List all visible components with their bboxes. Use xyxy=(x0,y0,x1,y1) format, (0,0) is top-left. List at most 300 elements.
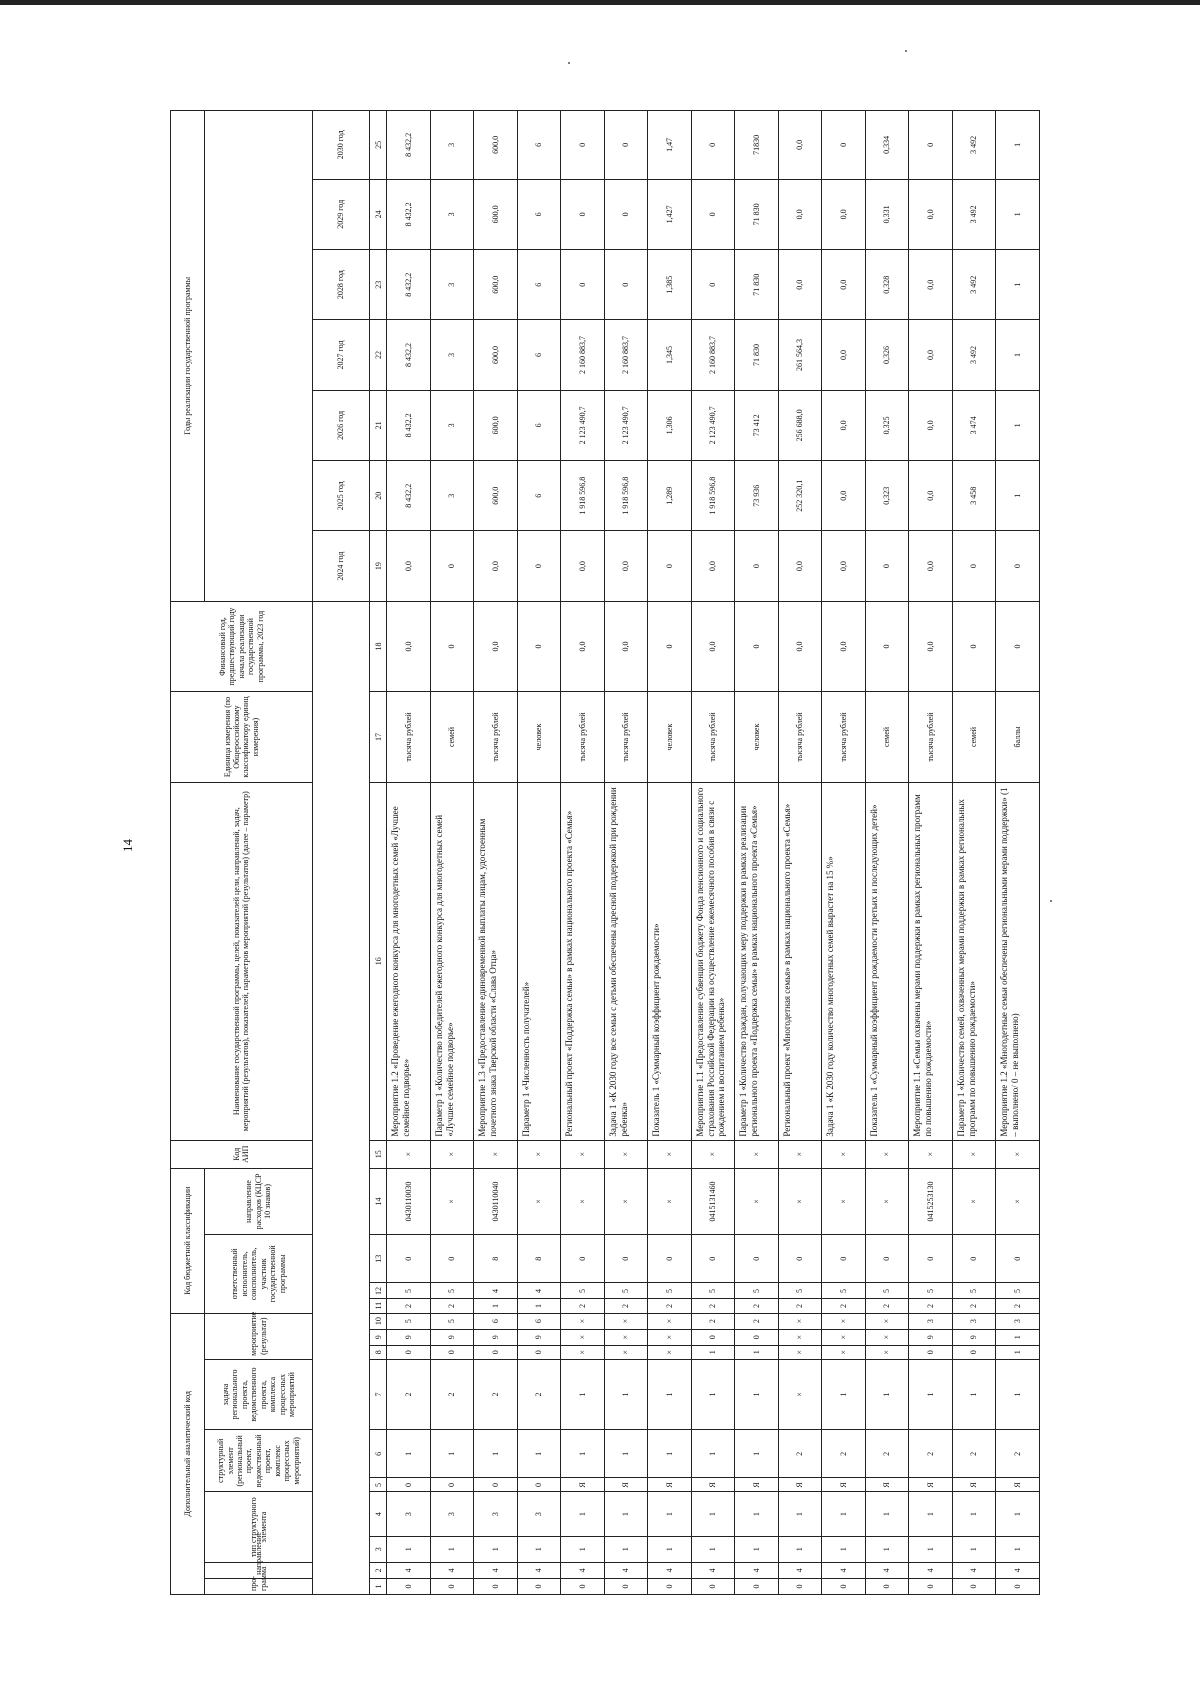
column-number: 17 xyxy=(370,692,387,782)
code-cell: 0 xyxy=(691,1578,735,1594)
code-cell: 1 xyxy=(996,1359,1040,1429)
unit-cell: человек xyxy=(517,692,561,782)
code-cell: × xyxy=(648,1345,692,1359)
item-name-cell: Показатель 1 «Суммарный коэффициент рождаемости» xyxy=(648,782,692,1140)
code-cell: 1 xyxy=(691,1492,735,1536)
code-cell: 4 xyxy=(865,1562,909,1578)
code-cell: 0430110030 xyxy=(387,1168,431,1234)
code-cell: Я xyxy=(691,1478,735,1492)
value-cell: 6 xyxy=(517,250,561,320)
code-cell: 2 xyxy=(691,1299,735,1313)
code-cell: 5 xyxy=(735,1283,779,1299)
value-cell: 0,0 xyxy=(822,179,866,249)
code-cell: 2 xyxy=(387,1299,431,1313)
code-cell: 1 xyxy=(865,1536,909,1562)
value-cell: 0,0 xyxy=(778,531,822,601)
value-cell: 0,0 xyxy=(474,531,518,601)
value-cell: 600,0 xyxy=(474,461,518,531)
code-cell: × xyxy=(778,1168,822,1234)
table-row xyxy=(430,111,474,1595)
value-cell: 71830 xyxy=(735,111,779,180)
code-cell: 1 xyxy=(604,1536,648,1562)
code-cell: 1 xyxy=(561,1536,605,1562)
value-cell: 2 160 883,7 xyxy=(691,320,735,390)
value-cell: 0,0 xyxy=(909,601,953,691)
code-cell: × xyxy=(648,1313,692,1329)
code-cell: 3 xyxy=(387,1492,431,1536)
code-cell: × xyxy=(778,1359,822,1429)
code-cell: 0 xyxy=(909,1578,953,1594)
value-cell: 3 xyxy=(430,390,474,460)
code-cell: 2 xyxy=(865,1299,909,1313)
code-cell: Я xyxy=(909,1478,953,1492)
value-cell: 0,0 xyxy=(822,320,866,390)
code-cell: 0 xyxy=(474,1578,518,1594)
code-cell: 2 xyxy=(952,1299,996,1313)
code-cell: × xyxy=(648,1140,692,1168)
value-cell: 0 xyxy=(691,111,735,180)
code-cell: 3 xyxy=(996,1313,1040,1329)
code-cell: 1 xyxy=(430,1536,474,1562)
code-cell: 2 xyxy=(952,1430,996,1478)
fin-year-header: Финансовый год, предшествующий году начала реализации государственной программы, 2023 год xyxy=(171,601,313,691)
value-cell: 1,345 xyxy=(648,320,692,390)
table-row xyxy=(387,111,431,1595)
code-cell: 0 xyxy=(778,1578,822,1594)
code-cell: 1 xyxy=(691,1536,735,1562)
code-cell: × xyxy=(517,1140,561,1168)
value-cell: 1 xyxy=(996,461,1040,531)
value-cell: 6 xyxy=(517,461,561,531)
code-cell: × xyxy=(561,1168,605,1234)
zadacha-header: задача регионального проекта, ведомственного проекта, комплекса процессных мероприятий xyxy=(205,1359,313,1429)
value-cell: 0,0 xyxy=(822,250,866,320)
item-name-cell: Задача 1 «К 2030 году количество многодетных семей вырастет на 15 %» xyxy=(822,782,866,1140)
value-cell: 0 xyxy=(430,601,474,691)
value-cell: 3 474 xyxy=(952,390,996,460)
code-cell: 0 xyxy=(735,1578,779,1594)
value-cell: 0,0 xyxy=(822,601,866,691)
unit-cell: человек xyxy=(735,692,779,782)
unit-cell: тысяча рублей xyxy=(387,692,431,782)
code-cell: 1 xyxy=(735,1492,779,1536)
value-cell: 6 xyxy=(517,320,561,390)
code-cell: 2 xyxy=(561,1299,605,1313)
code-cell: 4 xyxy=(604,1562,648,1578)
code-cell: Я xyxy=(822,1478,866,1492)
code-cell: 5 xyxy=(822,1283,866,1299)
code-cell: 5 xyxy=(561,1283,605,1299)
code-cell: 1 xyxy=(996,1536,1040,1562)
code-cell: 2 xyxy=(865,1430,909,1478)
code-cell: Я xyxy=(865,1478,909,1492)
code-cell: 0 xyxy=(387,1235,431,1283)
value-cell: 0,0 xyxy=(604,531,648,601)
column-number: 6 xyxy=(370,1430,387,1478)
unit-header: Единица измерения (по Общероссийскому классификатору единиц измерения) xyxy=(171,692,313,782)
item-name-cell: Показатель 1 «Суммарный коэффициент рождаемости третьих и последующих детей» xyxy=(865,782,909,1140)
code-cell: 1 xyxy=(952,1536,996,1562)
table-row xyxy=(735,111,779,1595)
year-header: 2027 год xyxy=(312,320,369,390)
value-cell: 6 xyxy=(517,111,561,180)
code-cell: 6 xyxy=(517,1313,561,1329)
code-cell: 1 xyxy=(517,1430,561,1478)
value-cell: 0 xyxy=(822,111,866,180)
code-cell: 1 xyxy=(822,1492,866,1536)
code-cell: 0 xyxy=(430,1578,474,1594)
code-cell: 1 xyxy=(691,1430,735,1478)
code-cell: 1 xyxy=(517,1536,561,1562)
column-number: 21 xyxy=(370,390,387,460)
column-number: 7 xyxy=(370,1359,387,1429)
program-table xyxy=(170,110,1040,1595)
code-cell: 1 xyxy=(822,1359,866,1429)
code-cell: 4 xyxy=(474,1283,518,1299)
value-cell: 0 xyxy=(735,531,779,601)
column-number: 12 xyxy=(370,1283,387,1299)
value-cell: 0 xyxy=(865,531,909,601)
code-cell: × xyxy=(691,1140,735,1168)
value-cell: 1 xyxy=(996,250,1040,320)
code-cell: 4 xyxy=(691,1562,735,1578)
value-cell: 2 160 883,7 xyxy=(561,320,605,390)
value-cell: 0 xyxy=(561,250,605,320)
value-cell: 8 432,2 xyxy=(387,320,431,390)
value-cell: 0,0 xyxy=(909,320,953,390)
value-cell: 0,0 xyxy=(561,601,605,691)
code-cell: 5 xyxy=(865,1283,909,1299)
code-cell: 3 xyxy=(952,1313,996,1329)
code-cell: 9 xyxy=(517,1329,561,1345)
code-cell: 0 xyxy=(996,1578,1040,1594)
value-cell: 2 123 490,7 xyxy=(561,390,605,460)
unit-cell: тысяча рублей xyxy=(561,692,605,782)
code-cell: 0 xyxy=(952,1345,996,1359)
code-cell: × xyxy=(952,1168,996,1234)
code-cell: 2 xyxy=(387,1359,431,1429)
code-cell: × xyxy=(648,1168,692,1234)
column-number: 14 xyxy=(370,1168,387,1234)
value-cell: 0,0 xyxy=(822,461,866,531)
code-cell: 1 xyxy=(996,1329,1040,1345)
value-cell: 261 564,3 xyxy=(778,320,822,390)
code-cell: 4 xyxy=(648,1562,692,1578)
code-cell: 0 xyxy=(387,1578,431,1594)
code-cell: 0 xyxy=(648,1235,692,1283)
item-name-cell: Параметр 1 «Количество семей, охваченных мерами поддержки в рамках региональных программ по повышению рождаемости» xyxy=(952,782,996,1140)
code-cell: 1 xyxy=(387,1430,431,1478)
value-cell: 3 492 xyxy=(952,111,996,180)
code-cell: × xyxy=(604,1345,648,1359)
value-cell: 1 xyxy=(996,179,1040,249)
value-cell: 1 xyxy=(996,390,1040,460)
value-cell: 0,331 xyxy=(865,179,909,249)
code-cell: × xyxy=(996,1140,1040,1168)
value-cell: 0 xyxy=(430,531,474,601)
code-cell: 1 xyxy=(735,1359,779,1429)
year-header-row xyxy=(312,111,369,1595)
column-number: 24 xyxy=(370,179,387,249)
value-cell: 0,0 xyxy=(691,601,735,691)
item-name-cell: Параметр 1 «Численность получателей» xyxy=(517,782,561,1140)
code-cell: 5 xyxy=(430,1283,474,1299)
code-cell: × xyxy=(517,1168,561,1234)
item-name-cell: Задача 1 «К 2030 году все семьи с детьми обеспечены адресной поддержкой при рождении ребенка» xyxy=(604,782,648,1140)
code-cell: 1 xyxy=(909,1536,953,1562)
value-cell: 0 xyxy=(604,250,648,320)
table-row xyxy=(909,111,953,1595)
code-cell: 1 xyxy=(822,1536,866,1562)
unit-cell: человек xyxy=(648,692,692,782)
value-cell: 0 xyxy=(648,531,692,601)
code-cell: × xyxy=(561,1329,605,1345)
code-cell: 3 xyxy=(517,1492,561,1536)
column-number: 25 xyxy=(370,111,387,180)
prog-header: про-грамма xyxy=(205,1578,313,1594)
scan-speck xyxy=(568,62,570,64)
dop-code-header: Дополнительный аналитический код xyxy=(171,1313,205,1594)
code-cell: × xyxy=(822,1140,866,1168)
code-cell: 2 xyxy=(909,1430,953,1478)
column-number: 3 xyxy=(370,1536,387,1562)
code-cell: 1 xyxy=(474,1430,518,1478)
scan-speck xyxy=(1050,900,1052,902)
unit-cell: тысяча рублей xyxy=(691,692,735,782)
value-cell: 0 xyxy=(561,179,605,249)
code-cell: 1 xyxy=(952,1492,996,1536)
value-cell: 0 xyxy=(865,601,909,691)
code-cell: × xyxy=(561,1140,605,1168)
unit-cell: тысяча рублей xyxy=(778,692,822,782)
code-cell: 4 xyxy=(474,1562,518,1578)
value-cell: 0 xyxy=(604,111,648,180)
column-number: 18 xyxy=(370,601,387,691)
item-name-cell: Параметр 1 «Количество победителей ежегодного конкурса для многодетных семей «Лучшее семейное подворье» xyxy=(430,782,474,1140)
code-cell: 2 xyxy=(430,1359,474,1429)
years-spacer xyxy=(205,111,313,602)
code-cell: × xyxy=(430,1140,474,1168)
table-row xyxy=(865,111,909,1595)
code-cell: 1 xyxy=(648,1536,692,1562)
code-cell: Я xyxy=(648,1478,692,1492)
code-cell: × xyxy=(474,1140,518,1168)
value-cell: 3 xyxy=(430,111,474,180)
value-cell: 0,0 xyxy=(909,461,953,531)
value-cell: 0,323 xyxy=(865,461,909,531)
code-cell: 1 xyxy=(691,1345,735,1359)
column-number: 8 xyxy=(370,1345,387,1359)
item-name-cell: Региональный проект «Поддержка семьи» в рамках национального проекта «Семья» xyxy=(561,782,605,1140)
code-cell: 2 xyxy=(517,1359,561,1429)
code-cell: × xyxy=(778,1313,822,1329)
code-cell: 0 xyxy=(517,1578,561,1594)
code-cell: 2 xyxy=(822,1430,866,1478)
column-number: 10 xyxy=(370,1313,387,1329)
table-row xyxy=(648,111,692,1595)
table-row xyxy=(604,111,648,1595)
table-row xyxy=(561,111,605,1595)
code-cell: × xyxy=(735,1140,779,1168)
code-cell: 3 xyxy=(430,1492,474,1536)
napr-rash-header: направление расходов (КЦСР 10 знаков) xyxy=(205,1168,313,1234)
value-cell: 0 xyxy=(517,531,561,601)
name-header: Наименование государственной программы, целей, показателей цели, направлений, задач, мероприятий (результатов), показателей, параметров мероприятий (результатов) (далее – параметр) xyxy=(171,782,313,1140)
table-row xyxy=(996,111,1040,1595)
code-cell: 1 xyxy=(561,1430,605,1478)
value-cell: 0 xyxy=(691,250,735,320)
code-cell: 0 xyxy=(996,1235,1040,1283)
code-cell: 1 xyxy=(865,1492,909,1536)
code-cell: 1 xyxy=(691,1359,735,1429)
tip-header: тип структурного элемента xyxy=(205,1492,313,1562)
code-cell: 0 xyxy=(604,1578,648,1594)
code-cell: 1 xyxy=(604,1430,648,1478)
value-cell: 0 xyxy=(735,601,779,691)
napr-header: направление xyxy=(205,1562,313,1578)
code-cell: 0415253130 xyxy=(909,1168,953,1234)
table-row xyxy=(517,111,561,1595)
code-cell: × xyxy=(865,1329,909,1345)
code-cell: 0 xyxy=(474,1345,518,1359)
code-cell: 0 xyxy=(909,1345,953,1359)
column-number: 2 xyxy=(370,1562,387,1578)
code-cell: 2 xyxy=(735,1299,779,1313)
code-cell: 1 xyxy=(387,1536,431,1562)
code-cell: 0 xyxy=(778,1235,822,1283)
code-cell: × xyxy=(430,1168,474,1234)
code-cell: 0 xyxy=(735,1329,779,1345)
value-cell: 0,334 xyxy=(865,111,909,180)
code-cell: 1 xyxy=(996,1492,1040,1536)
code-cell: 2 xyxy=(778,1299,822,1313)
code-cell: × xyxy=(865,1140,909,1168)
code-cell: 5 xyxy=(387,1283,431,1299)
code-cell: 2 xyxy=(909,1299,953,1313)
value-cell: 1,306 xyxy=(648,390,692,460)
code-cell: 5 xyxy=(909,1283,953,1299)
value-cell: 0,0 xyxy=(474,601,518,691)
value-cell: 600,0 xyxy=(474,320,518,390)
code-cell: 9 xyxy=(474,1329,518,1345)
column-number: 4 xyxy=(370,1492,387,1536)
rotated-table-wrapper xyxy=(170,110,1040,1595)
code-cell: 0 xyxy=(952,1235,996,1283)
value-cell: 0,0 xyxy=(822,390,866,460)
code-cell: 1 xyxy=(474,1299,518,1313)
value-cell: 0,0 xyxy=(909,531,953,601)
struct-header: структурный элемент (региональный проект, ведомственный проект, комплекс процессных мероприятий) xyxy=(205,1430,313,1492)
item-name-cell: Мероприятие 1.2 «Проведение ежегодного конкурса для многодетных семей «Лучшее семейное подворье» xyxy=(387,782,431,1140)
value-cell: 3 492 xyxy=(952,250,996,320)
value-cell: 1 918 596,8 xyxy=(604,461,648,531)
year-header: 2024 год xyxy=(312,531,369,601)
column-number: 22 xyxy=(370,320,387,390)
code-cell: 0430110040 xyxy=(474,1168,518,1234)
value-cell: 8 432,2 xyxy=(387,390,431,460)
column-number: 15 xyxy=(370,1140,387,1168)
code-cell: 1 xyxy=(778,1492,822,1536)
code-cell: 2 xyxy=(778,1430,822,1478)
code-cell: 5 xyxy=(952,1283,996,1299)
value-cell: 1 xyxy=(996,111,1040,180)
value-cell: 8 432,2 xyxy=(387,461,431,531)
code-cell: 1 xyxy=(561,1359,605,1429)
column-number: 13 xyxy=(370,1235,387,1283)
code-cell: × xyxy=(996,1168,1040,1234)
item-name-cell: Региональный проект «Многодетная семья» в рамках национального проекта «Семья» xyxy=(778,782,822,1140)
value-cell: 71 830 xyxy=(735,250,779,320)
code-cell: × xyxy=(604,1313,648,1329)
value-cell: 0,0 xyxy=(561,531,605,601)
page-number: 14 xyxy=(120,839,135,852)
value-cell: 0 xyxy=(561,111,605,180)
value-cell: 0,0 xyxy=(909,390,953,460)
value-cell: 600,0 xyxy=(474,179,518,249)
code-cell: 4 xyxy=(735,1562,779,1578)
value-cell: 6 xyxy=(517,179,561,249)
code-cell: 0 xyxy=(691,1329,735,1345)
year-header: 2028 год xyxy=(312,250,369,320)
code-cell: 0 xyxy=(952,1578,996,1594)
unit-cell: баллы xyxy=(996,692,1040,782)
code-cell: 2 xyxy=(474,1359,518,1429)
code-cell: 1 xyxy=(909,1492,953,1536)
value-cell: 0 xyxy=(648,601,692,691)
top-border-line xyxy=(0,0,1200,5)
value-cell: 252 320,1 xyxy=(778,461,822,531)
value-cell: 0 xyxy=(691,179,735,249)
code-cell: Я xyxy=(952,1478,996,1492)
value-cell: 0,325 xyxy=(865,390,909,460)
code-cell: 0 xyxy=(909,1235,953,1283)
code-cell: × xyxy=(952,1140,996,1168)
kbk-header: Код бюджетной классификации xyxy=(171,1168,205,1313)
table-row xyxy=(691,111,735,1595)
value-cell: 0 xyxy=(517,601,561,691)
code-cell: 5 xyxy=(430,1313,474,1329)
code-cell: × xyxy=(822,1168,866,1234)
code-cell: × xyxy=(865,1168,909,1234)
table-row xyxy=(952,111,996,1595)
code-cell: 4 xyxy=(517,1562,561,1578)
code-cell: 1 xyxy=(517,1299,561,1313)
code-cell: 3 xyxy=(909,1313,953,1329)
value-cell: 600,0 xyxy=(474,111,518,180)
value-cell: 0 xyxy=(604,179,648,249)
code-cell: 9 xyxy=(430,1329,474,1345)
value-cell: 2 160 883,7 xyxy=(604,320,648,390)
column-number: 9 xyxy=(370,1329,387,1345)
column-number: 11 xyxy=(370,1299,387,1313)
code-cell: 0 xyxy=(604,1235,648,1283)
value-cell: 0,0 xyxy=(778,250,822,320)
value-cell: 1,289 xyxy=(648,461,692,531)
code-cell: 0 xyxy=(865,1235,909,1283)
year-header: 2026 год xyxy=(312,390,369,460)
code-cell: Я xyxy=(604,1478,648,1492)
code-cell: 0 xyxy=(735,1235,779,1283)
code-cell: 2 xyxy=(430,1299,474,1313)
code-cell: 0 xyxy=(517,1345,561,1359)
code-cell: × xyxy=(561,1345,605,1359)
code-cell: 1 xyxy=(909,1359,953,1429)
code-cell: × xyxy=(822,1345,866,1359)
value-cell: 1 918 596,8 xyxy=(561,461,605,531)
code-cell: Я xyxy=(778,1478,822,1492)
code-cell: 1 xyxy=(648,1430,692,1478)
code-cell: 9 xyxy=(387,1329,431,1345)
